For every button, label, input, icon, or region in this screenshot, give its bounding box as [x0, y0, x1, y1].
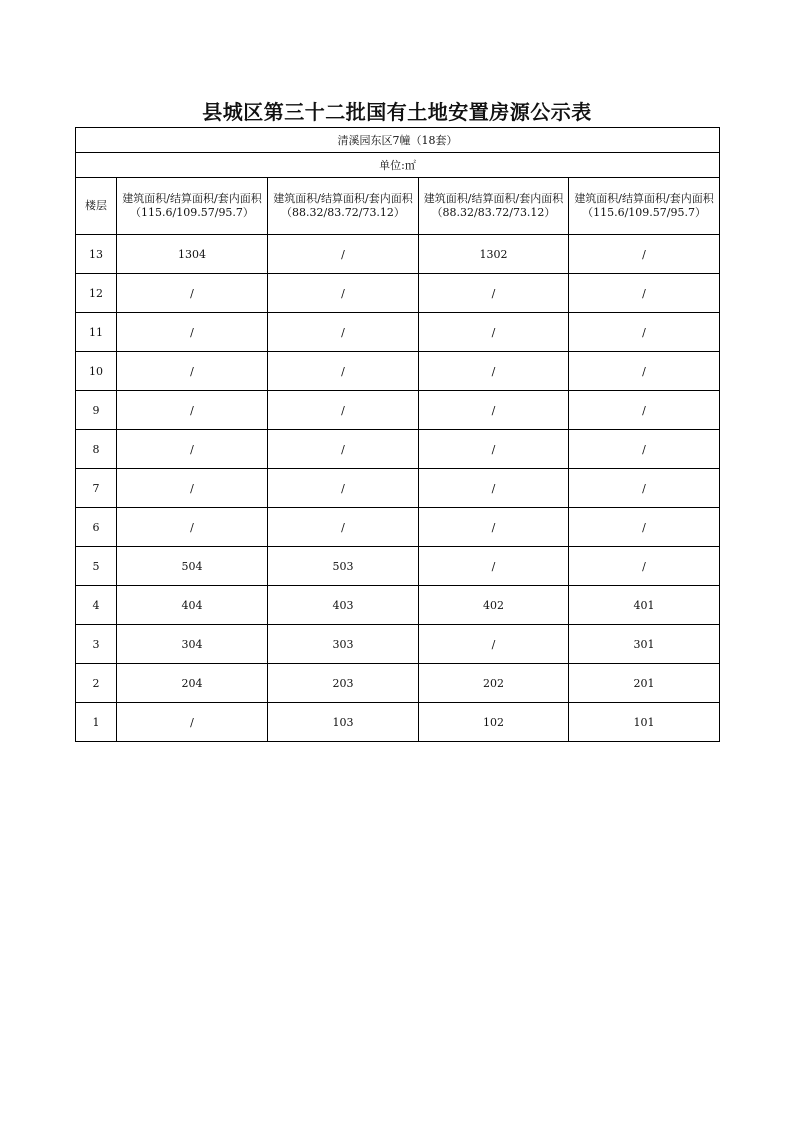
- unit-cell: /: [117, 469, 268, 508]
- unit-cell: 204: [117, 664, 268, 703]
- floor-cell: 1: [76, 703, 117, 742]
- table-row: [76, 430, 720, 469]
- area-header: [419, 178, 569, 235]
- unit-cell: /: [268, 352, 419, 391]
- unit-cell: 102: [419, 703, 569, 742]
- area-header: [268, 178, 419, 235]
- floor-cell: 11: [76, 313, 117, 352]
- unit-cell: 503: [268, 547, 419, 586]
- unit-cell: 301: [569, 625, 720, 664]
- area-header: [569, 178, 720, 235]
- area-header-line2: （88.32/83.72/73.12）: [281, 206, 405, 219]
- area-header: [117, 178, 268, 235]
- unit-cell: 304: [117, 625, 268, 664]
- unit-cell: /: [569, 235, 720, 274]
- unit-cell: 303: [268, 625, 419, 664]
- table-row: [76, 703, 720, 742]
- table-row: [76, 235, 720, 274]
- unit-cell: /: [419, 274, 569, 313]
- table-row: [76, 586, 720, 625]
- table-row: [76, 664, 720, 703]
- unit-cell: 401: [569, 586, 720, 625]
- area-header-line1: 建筑面积/结算面积/套内面积: [423, 192, 564, 205]
- floor-cell: 8: [76, 430, 117, 469]
- table-row: [76, 469, 720, 508]
- area-header-line2: （115.6/109.57/95.7）: [130, 206, 254, 219]
- floor-cell: 3: [76, 625, 117, 664]
- unit-cell: /: [419, 547, 569, 586]
- unit-cell: /: [117, 703, 268, 742]
- unit-cell: /: [569, 547, 720, 586]
- floor-cell: 10: [76, 352, 117, 391]
- area-header-line1: 建筑面积/结算面积/套内面积: [574, 192, 714, 205]
- unit-cell: /: [419, 430, 569, 469]
- unit-cell: /: [419, 391, 569, 430]
- floor-header: 楼层: [76, 178, 117, 235]
- table-row: [76, 625, 720, 664]
- table-row: [76, 352, 720, 391]
- unit-cell: /: [117, 352, 268, 391]
- floor-cell: 4: [76, 586, 117, 625]
- unit-cell: /: [268, 469, 419, 508]
- floor-cell: 12: [76, 274, 117, 313]
- unit-cell: /: [117, 313, 268, 352]
- unit-cell: 504: [117, 547, 268, 586]
- floor-cell: 6: [76, 508, 117, 547]
- unit-cell: 403: [268, 586, 419, 625]
- unit-cell: /: [268, 508, 419, 547]
- unit-cell: /: [268, 391, 419, 430]
- unit-cell: 201: [569, 664, 720, 703]
- floor-cell: 13: [76, 235, 117, 274]
- unit-cell: /: [117, 391, 268, 430]
- area-header-line1: 建筑面积/结算面积/套内面积: [273, 192, 413, 205]
- unit-cell: /: [569, 352, 720, 391]
- unit-cell: 1304: [117, 235, 268, 274]
- unit-cell: /: [569, 274, 720, 313]
- table-row: [76, 274, 720, 313]
- unit-cell: /: [569, 313, 720, 352]
- unit-cell: 203: [268, 664, 419, 703]
- floor-cell: 7: [76, 469, 117, 508]
- unit-cell: /: [419, 313, 569, 352]
- unit-cell: /: [268, 313, 419, 352]
- unit-cell: /: [419, 625, 569, 664]
- table-row: [76, 508, 720, 547]
- unit-cell: /: [419, 352, 569, 391]
- unit-cell: 101: [569, 703, 720, 742]
- page-title: 县城区第三十二批国有土地安置房源公示表: [202, 100, 592, 124]
- unit-cell: /: [569, 508, 720, 547]
- unit-cell: 1302: [419, 235, 569, 274]
- unit-label: 单位:㎡: [76, 153, 720, 178]
- unit-cell: /: [268, 235, 419, 274]
- unit-cell: /: [117, 430, 268, 469]
- unit-cell: 402: [419, 586, 569, 625]
- unit-cell: /: [117, 274, 268, 313]
- unit-cell: /: [569, 391, 720, 430]
- housing-table: [75, 127, 720, 742]
- table-row: [76, 547, 720, 586]
- unit-cell: /: [117, 508, 268, 547]
- area-header-line2: （115.6/109.57/95.7）: [582, 206, 706, 219]
- unit-cell: /: [268, 430, 419, 469]
- unit-cell: /: [569, 469, 720, 508]
- unit-cell: /: [569, 430, 720, 469]
- unit-cell: /: [419, 508, 569, 547]
- floor-cell: 5: [76, 547, 117, 586]
- header-row: [76, 178, 720, 235]
- unit-cell: /: [419, 469, 569, 508]
- unit-cell: 103: [268, 703, 419, 742]
- floor-cell: 2: [76, 664, 117, 703]
- area-header-line2: （88.32/83.72/73.12）: [431, 206, 556, 219]
- unit-cell: 404: [117, 586, 268, 625]
- table-row: [76, 313, 720, 352]
- area-header-line1: 建筑面积/结算面积/套内面积: [122, 192, 262, 205]
- unit-cell: /: [268, 274, 419, 313]
- floor-cell: 9: [76, 391, 117, 430]
- unit-cell: 202: [419, 664, 569, 703]
- table-row: [76, 391, 720, 430]
- building-subtitle: 清溪园东区7幢（18套）: [76, 128, 720, 153]
